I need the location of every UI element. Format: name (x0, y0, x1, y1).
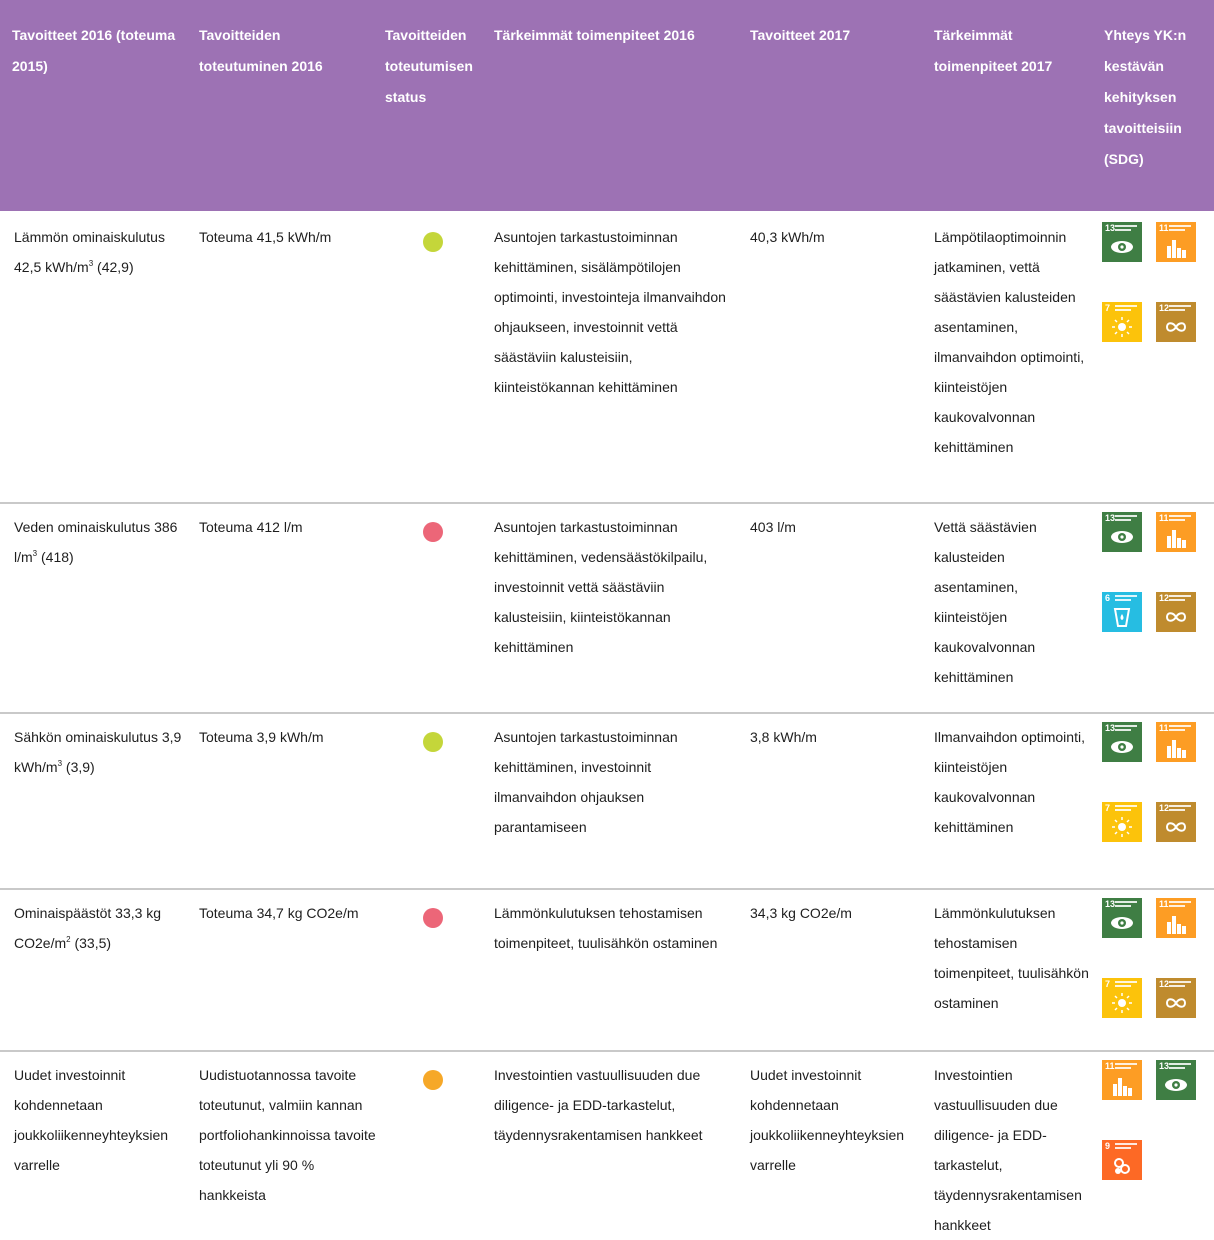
realization-value: Toteuma 34,7 kg CO2e/m (199, 905, 359, 921)
baseline-value: (3,9) (62, 759, 95, 775)
actions-2017-cell: Lämpötilaoptimoinnin jatkaminen, vettä säästävien kalusteiden asentaminen, ilmanvaihdon optimointi, kiinteistöjen kaukovalvonnan kehittäminen (934, 229, 1085, 455)
actions-2016-cell: Asuntojen tarkastustoiminnan kehittäminen, vedensäästökilpailu, investoinnit vettä säästäviin kalusteisiin, kiinteistökannan kehittäminen (494, 519, 708, 655)
sdg-13-icon: 13 (1102, 722, 1142, 762)
actions-2016-cell: Asuntojen tarkastustoiminnan kehittäminen, investoinnit ilmanvaihdon ohjauksen parantamiseen (494, 729, 678, 835)
header-actions-2017: Tärkeimmät toimenpiteet 2017 (934, 27, 1053, 74)
sdg-11-icon: 11 (1156, 512, 1196, 552)
target2017-value: 34,3 kg CO2e/m (750, 905, 852, 921)
sdg-11-icon: 11 (1156, 898, 1196, 938)
baseline-value: (42,9) (93, 259, 134, 275)
goal-label: Veden ominaiskulutus (14, 519, 151, 535)
header-status: Tavoitteiden toteutumisen status (385, 27, 473, 105)
sdg-13-icon: 13 (1156, 1060, 1196, 1100)
sdg-7-icon: 7 (1102, 802, 1142, 842)
goal-value: 3,9 kWh/m (14, 729, 182, 775)
realization-cell (199, 222, 379, 252)
goal-label: Ominaispäästöt 33,3 kg (14, 905, 162, 921)
status-indicator-green (423, 732, 443, 752)
realization-cell (199, 898, 379, 928)
actions-2017-cell: Vettä säästävien kalusteiden asentaminen, kiinteistöjen kaukovalvonnan kehittäminen (934, 519, 1037, 685)
table-header (0, 0, 1214, 211)
sdg-6-icon: 6 (1102, 592, 1142, 632)
header-actions-2016: Tärkeimmät toimenpiteet 2016 (494, 27, 695, 43)
actions-2017-cell: Ilmanvaihdon optimointi, kiinteistöjen kaukovalvonnan kehittäminen (934, 729, 1085, 835)
sdg-11-icon: 11 (1156, 722, 1196, 762)
header-goals-2016: Tavoitteet 2016 (toteuma 2015) (12, 27, 176, 74)
header-sdg: Yhteys YK:n kestävän kehityksen tavoitteisiin (SDG) (1104, 27, 1187, 167)
status-indicator-red (423, 908, 443, 928)
realization-cell (199, 512, 379, 542)
goal-label: Uudet investoinnit kohdennetaan joukkoliikenneyhteyksien varrelle (14, 1067, 169, 1173)
baseline-value: (33,5) (70, 935, 112, 951)
realization-cell (199, 722, 379, 752)
actions-2016-cell: Investointien vastuullisuuden due diligence- ja EDD-tarkastelut, täydennysrakentamisen hankkeet (494, 1067, 703, 1143)
sdg-12-icon: 12 (1156, 802, 1196, 842)
sdg-11-icon: 11 (1156, 222, 1196, 262)
sdg-7-icon: 7 (1102, 302, 1142, 342)
goal-label: Sähkön ominaiskulutus (14, 729, 158, 745)
target2017-value: 3,8 kWh/m (750, 729, 817, 745)
sdg-12-icon: 12 (1156, 302, 1196, 342)
sdg-13-icon: 13 (1102, 898, 1142, 938)
goal-value: 386 l/m (14, 519, 178, 565)
realization-cell (199, 1060, 379, 1210)
realization-value: Toteuma 412 l/m (199, 519, 303, 535)
target2017-value: 40,3 kWh/m (750, 229, 825, 245)
actions-2016-cell: Lämmönkulutuksen tehostamisen toimenpiteet, tuulisähkön ostaminen (494, 905, 718, 951)
table-row (0, 212, 1214, 504)
sdg-13-icon: 13 (1102, 512, 1142, 552)
status-indicator-green (423, 232, 443, 252)
sdg-11-icon: 11 (1102, 1060, 1142, 1100)
sdg-7-icon: 7 (1102, 978, 1142, 1018)
goal-cell (14, 722, 192, 782)
unit-exponent: 2 (66, 935, 71, 944)
goal-cell (14, 222, 192, 282)
goal-2017-cell (750, 512, 928, 542)
status-indicator-orange (423, 1070, 443, 1090)
unit-exponent: 3 (57, 759, 63, 768)
goal-2017-cell (750, 1060, 928, 1180)
goal-2017-cell (750, 898, 928, 928)
goal-cell (14, 1060, 192, 1180)
sdg-12-icon: 12 (1156, 592, 1196, 632)
goal-cell (14, 512, 192, 572)
goal-value: 42,5 kWh/m (14, 259, 89, 275)
actions-2017-cell: Investointien vastuullisuuden due diligence- ja EDD-tarkastelut, täydennysrakentamisen hankkeet (934, 1067, 1082, 1233)
goal-value: CO2e/m (14, 935, 67, 951)
realization-value: Toteuma 41,5 kWh/m (199, 229, 332, 245)
actions-2017-cell: Lämmönkulutuksen tehostamisen toimenpiteet, tuulisähkön ostaminen (934, 905, 1089, 1011)
realization-value: Toteuma 3,9 kWh/m (199, 729, 324, 745)
status-indicator-red (423, 522, 443, 542)
unit-exponent: 3 (88, 259, 94, 268)
target2017-value: 403 l/m (750, 519, 796, 535)
actions-2016-cell: Asuntojen tarkastustoiminnan kehittäminen, sisälämpötilojen optimointi, investointeja ilmanvaihdon ohjaukseen, investoinnit vettä säästäviin kalusteisiin, kiinteistökannan kehittäminen (494, 229, 726, 395)
goal-label: Lämmön ominaiskulutus (14, 229, 165, 245)
sdg-12-icon: 12 (1156, 978, 1196, 1018)
unit-exponent: 3 (32, 549, 38, 558)
header-realization-2016: Tavoitteiden toteutuminen 2016 (199, 27, 323, 74)
target2017-value: Uudet investoinnit kohdennetaan joukkoliikenneyhteyksien varrelle (750, 1067, 905, 1173)
table-row (0, 888, 1214, 1052)
table-row (0, 502, 1214, 714)
header-goals-2017: Tavoitteet 2017 (750, 27, 851, 43)
sdg-13-icon: 13 (1102, 222, 1142, 262)
baseline-value: (418) (37, 549, 74, 565)
goal-cell (14, 898, 192, 958)
table-row (0, 712, 1214, 890)
table-row (0, 1050, 1214, 1234)
goal-2017-cell (750, 722, 928, 752)
realization-value: Uudistuotannossa tavoite toteutunut, valmiin kannan portfoliohankinnoissa tavoite toteutunut yli 90 % hankkeista (199, 1067, 376, 1203)
sdg-9-icon: 9 (1102, 1140, 1142, 1180)
goal-2017-cell (750, 222, 928, 252)
